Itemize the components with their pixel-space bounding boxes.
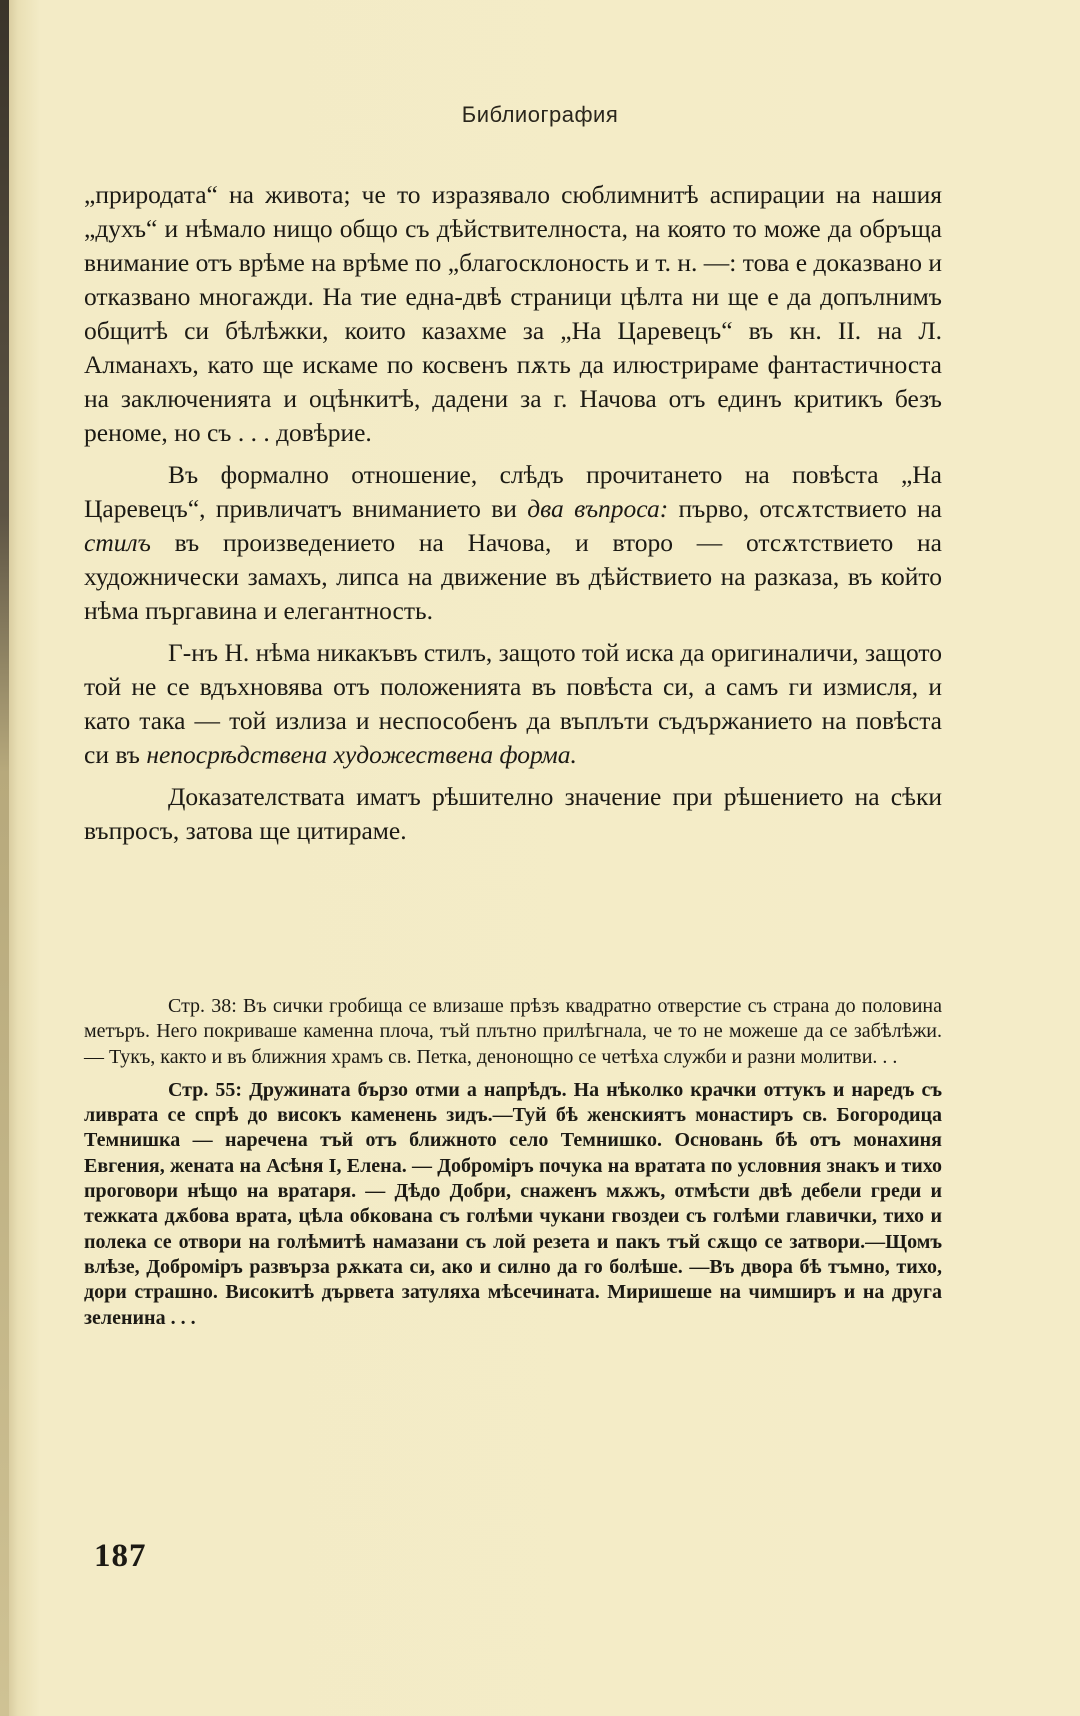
paragraph-2-part-b: първо, отсѫтствието на: [668, 494, 942, 523]
paragraph-3-part-a: Г-нъ Н. нѣма никакъвъ стилъ, защото той иска да оригиналичи, защото той не се вдъхновява отъ положенията въ повѣста си, а самъ ги измисля, и като така — той излиза и неспособенъ да въплъти съдържанието на повѣста си въ: [84, 638, 942, 769]
paragraph-2-emphasis-1: два въпроса:: [527, 494, 669, 523]
paragraph-2: [84, 458, 942, 628]
page-number: 187: [94, 1538, 147, 1574]
paragraph-4: Доказателствата иматъ рѣшително значение при рѣшението на сѣки въпросъ, затова ще цитираме.: [84, 782, 942, 845]
paragraph-3: [84, 636, 942, 772]
quotations-block: [84, 994, 942, 1339]
paragraph-2-part-c: въ произведението на Начова, и второ — отсѫтствието на художнически замахъ, липса на движение въ дѣйствието на разказа, въ който нѣма пъргавина и елегантность.: [84, 528, 942, 625]
paragraph-2-part-a: Въ формално отношение, слѣдъ прочитането на повѣста „На Царевецъ“, привличатъ вниманието ви: [84, 460, 942, 523]
paragraph-3-emphasis: непосрѣдствена художествена форма.: [146, 740, 577, 769]
book-spine-edge: [0, 0, 9, 1716]
paragraph-1: „природата“ на живота; че то изразявало сюблимнитѣ аспирации на нашия „духъ“ и нѣмало нищо общо съ дѣйствителноста, на която то може да обръща внимание отъ врѣме на врѣме по „благосклоность и т. н. —: това е доказвано и отказвано многажди. На тие една-двѣ страници цѣлта ни ще е да допълнимъ общитѣ си бѣлѣжки, които казахме за „На Царевецъ“ въ кн. II. на Л. Алманахъ, като ще искаме по косвенъ пѫть да илюстрираме фантастичноста на заключенията и оцѣнкитѣ, дадени за г. Начова отъ единъ критикъ безъ реноме, но съ . . . довѣрие.: [84, 180, 942, 447]
main-text: [84, 178, 942, 856]
running-title: Библиография: [461, 102, 619, 127]
quotation-page-38: Стр. 38: Въ сички гробища се влизаше прѣзъ квадратно отверстие съ страна до половина метъръ. Него покриваше каменна плоча, тъй плътно прилѣгнала, че то не можеше да се забѣлѣжи. — Тукъ, както и въ ближния храмъ св. Петка, денонощно се четѣха служби и разни молитви. . .: [84, 995, 942, 1068]
paragraph-2-emphasis-2: стилъ: [84, 528, 151, 557]
quotation-page-55: Стр. 55: Дружината бързо отми а напрѣдъ. На нѣколко крачки оттукъ и наредъ съ ливрата се спрѣ до високъ каменень зидъ.—Туй бѣ женскиятъ монастиръ св. Богородица Темнишка — наречена тъй отъ ближното село Темнишко. Основань бѣ отъ монахиня Евгения, жената на Асѣня I, Елена. — Доброміръ почука на вратата по условния знакъ и тихо проговори нѣщо на вратаря. — Дѣдо Добри, снаженъ мѫжъ, отмѣсти двѣ дебели греди и тежката дѫбова врата, цѣла обкована съ голѣми чукани гвоздеи съ голѣми главички, тихо и полека се отвори на голѣмитѣ намазани съ лой резета и пакъ тъй сѫщо се затвори.—Щомъ влѣзе, Доброміръ развърза рѫката си, ако и силно да го болѣше. —Въ двора бѣ тъмно, тихо, дори страшно. Високитѣ дървета затуляха мѣсечината. Миришеше на чимширъ и на друга зеленина . . .: [84, 1078, 942, 1329]
